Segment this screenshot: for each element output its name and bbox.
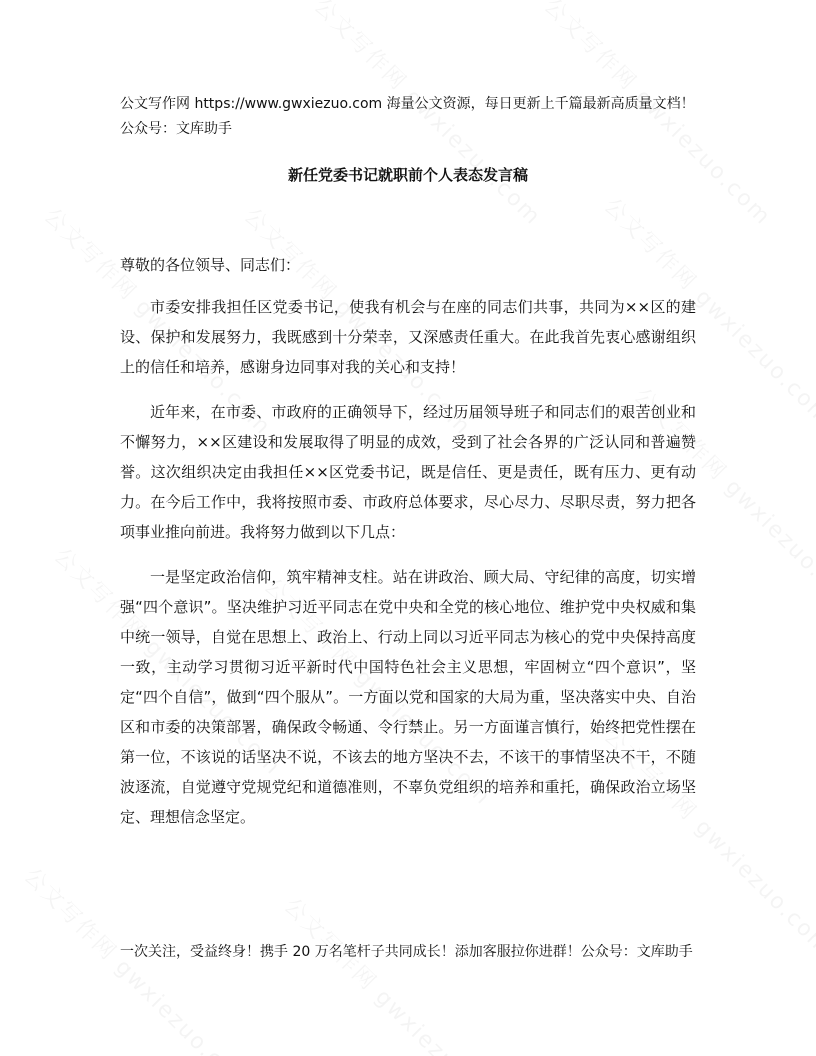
body-paragraph: 市委安排我担任区党委书记，使我有机会与在座的同志们共事，共同为××区的建设、保护和发展努力，我既感到十分荣幸，又深感责任重大。在此我首先衷心感谢组织上的信任和培养，感谢身边同事对我的关心和支持！ [120,298,696,376]
header-note: 公文写作网 https://www.gwxiezuo.com 海量公文资源，每日更新上千篇最新高质量文档！ 公众号：文库助手 [120,96,695,137]
body-paragraph: 近年来，在市委、市政府的正确领导下，经过历届领导班子和同志们的艰苦创业和不懈努力，××区建设和发展取得了明显的成效，受到了社会各界的广泛认同和普遍赞誉。这次组织决定由我担任××区党委书记，既是信任、更是责任，既有压力、更有动力。在今后工作中，我将按照市委、市政府总体要求，尽心尽力、尽职尽责，努力把各项事业推向前进。我将努力做到以下几点： [120,403,696,541]
document-body [120,292,696,847]
document-title: 新任党委书记就职前个人表态发言稿 [287,166,528,184]
watermark [278,890,519,1056]
body-paragraph: 一是坚定政治信仰，筑牢精神支柱。站在讲政治、顾大局、守纪律的高度，切实增强“四个意识”。坚决维护习近平同志在党中央和全党的核心地位、维护党中央权威和集中统一领导，自觉在思想上、政治上、行动上同以习近平同志为核心的党中央保持高度一致，主动学习贯彻习近平新时代中国特色社会主义思想，牢固树立“四个意识”，坚定“四个自信”，做到“四个服从”。一方面以党和国家的大局为重，坚决落实中央、自治区和市委的决策部署，确保政令畅通、令行禁止。另一方面谨言慎行，始终把党性摆在第一位，不该说的话坚决不说，不该去的地方坚决不去，不该干的事情坚决不干，不随波逐流，自觉遵守党规党纪和道德准则，不辜负党组织的培养和重托，确保政治立场坚定、理想信念坚定。 [120,568,696,826]
salutation: 尊敬的各位领导、同志们： [120,256,301,274]
footer-note: 一次关注，受益终身！携手 20 万名笔杆子共同成长！添加客服拉你进群！公众号：文库助手 [120,944,693,960]
